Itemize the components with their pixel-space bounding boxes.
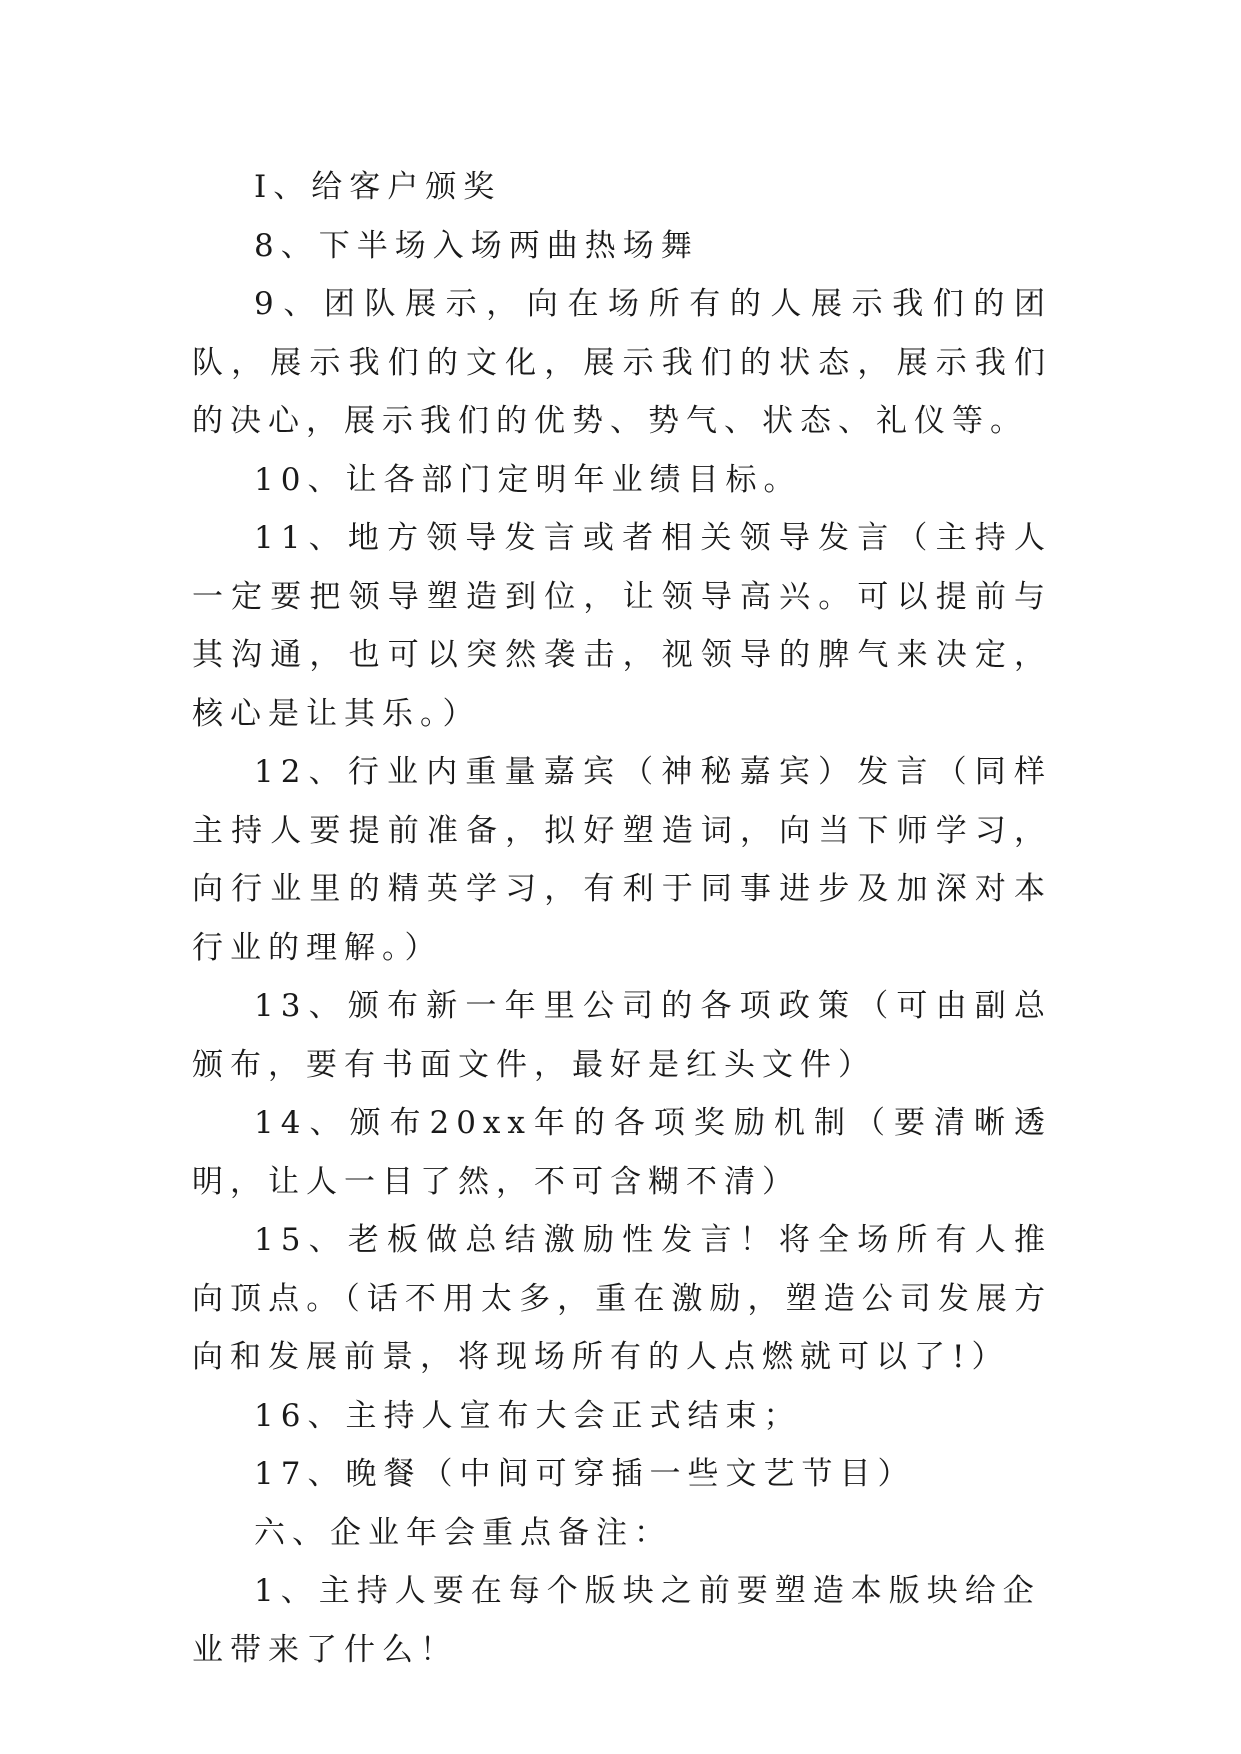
paragraph-boss-speech: 15、老板做总结激励性发言！将全场所有人推向顶点。（话不用太多，重在激励，塑造公司发展方向和发展前景，将现场所有的人点燃就可以了!） (192, 1222, 1052, 1375)
paragraph-warmup-dance: 8、下半场入场两曲热场舞 (254, 227, 699, 264)
paragraph-dinner: 17、晚餐（中间可穿插一些文艺节目） (254, 1456, 916, 1492)
section-heading-notes: 六、企业年会重点备注： (254, 1514, 672, 1551)
paragraph-guest-speech: 12、行业内重量嘉宾（神秘嘉宾）发言（同样主持人要提前准备，拟好塑造词，向当下师学习，向行业里的精英学习，有利于同事进步及加深对本行业的理解。） (192, 754, 1052, 966)
paragraph-policies: 13、颁布新一年里公司的各项政策（可由副总颁布，要有书面文件，最好是红头文件） (192, 988, 1052, 1083)
paragraph-incentives: 14、颁布20xx年的各项奖励机制（要清晰透明，让人一目了然，不可含糊不清） (192, 1105, 1052, 1200)
paragraph-meeting-end: 16、主持人宣布大会正式结束； (254, 1397, 802, 1434)
paragraph-award-clients: I、给客户颁奖 (254, 169, 502, 205)
paragraph-department-goals: 10、让各部门定明年业绩目标。 (254, 461, 802, 498)
paragraph-leader-speech: 11、地方领导发言或者相关领导发言（主持人一定要把领导塑造到位，让领导高兴。可以提前与其沟通，也可以突然袭击，视领导的脾气来决定，核心是让其乐。） (192, 520, 1052, 732)
paragraph-host-note: 1、主持人要在每个版块之前要塑造本版块给企业带来了什么！ (192, 1573, 1041, 1668)
document-body (192, 158, 1052, 1679)
paragraph-team-showcase: 9、团队展示，向在场所有的人展示我们的团队，展示我们的文化，展示我们的状态，展示我们的决心，展示我们的优势、势气、状态、礼仪等。 (192, 286, 1052, 439)
